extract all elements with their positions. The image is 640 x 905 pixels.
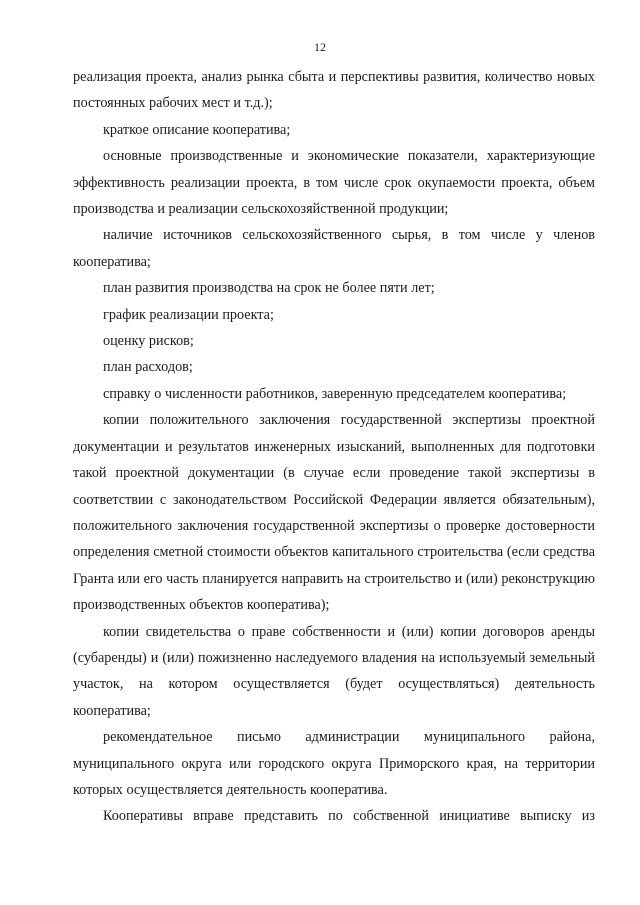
paragraph-employee-certificate: справку о численности работников, заверенную председателем кооператива; xyxy=(103,385,567,402)
paragraph-land-rights-copies: копии свидетельства о праве собственности и (или) копии договоров аренды (субаренды) и (или) пожизненно наследуемого владения на используемый земельный участок, на котором осуществляется (будет осуществляться) деятельность кооператива; xyxy=(73,623,595,719)
paragraph-implementation-schedule: график реализации проекта; xyxy=(103,306,274,323)
paragraph-optional-extract: Кооперативы вправе представить по собственной инициативе выписку из xyxy=(103,808,595,825)
paragraph-risk-assessment: оценку рисков; xyxy=(103,333,194,350)
paragraph-raw-material-sources: наличие источников сельскохозяйственного сырья, в том числе у членов кооператива; xyxy=(73,227,595,270)
paragraph-expense-plan: план расходов; xyxy=(103,359,193,376)
paragraph-recommendation-letter: рекомендательное письмо администрации муниципального района, муниципального округа или городского округа Приморского края, на территории которых осуществляется деятельность кооператива. xyxy=(73,729,595,798)
body-text xyxy=(73,64,595,830)
paragraph-state-expertise-copies: копии положительного заключения государственной экспертизы проектной документации и результатов инженерных изысканий, выполненных для подготовки такой проектной документации (в случае если проведение такой экспертизы в соответствии с законодательством Российской Федерации является обязательным), положительного заключения государственной экспертизы о проверке достоверности определения сметной стоимости объектов капитального строительства (если средства Гранта или его часть планируется направить на строительство и (или) реконструкцию производственных объектов кооператива); xyxy=(73,412,595,614)
paragraph-cooperative-description: краткое описание кооператива; xyxy=(103,121,291,138)
paragraph-project-continuation: реализация проекта, анализ рынка сбыта и перспективы развития, количество новых постоянных рабочих мест и т.д.); xyxy=(73,69,595,112)
paragraph-development-plan: план развития производства на срок не более пяти лет; xyxy=(103,280,435,297)
page-number: 12 xyxy=(314,40,326,54)
paragraph-key-indicators: основные производственные и экономические показатели, характеризующие эффективность реализации проекта, в том числе срок окупаемости проекта, объем производства и реализации сельскохозяйственной продукции; xyxy=(73,148,595,218)
